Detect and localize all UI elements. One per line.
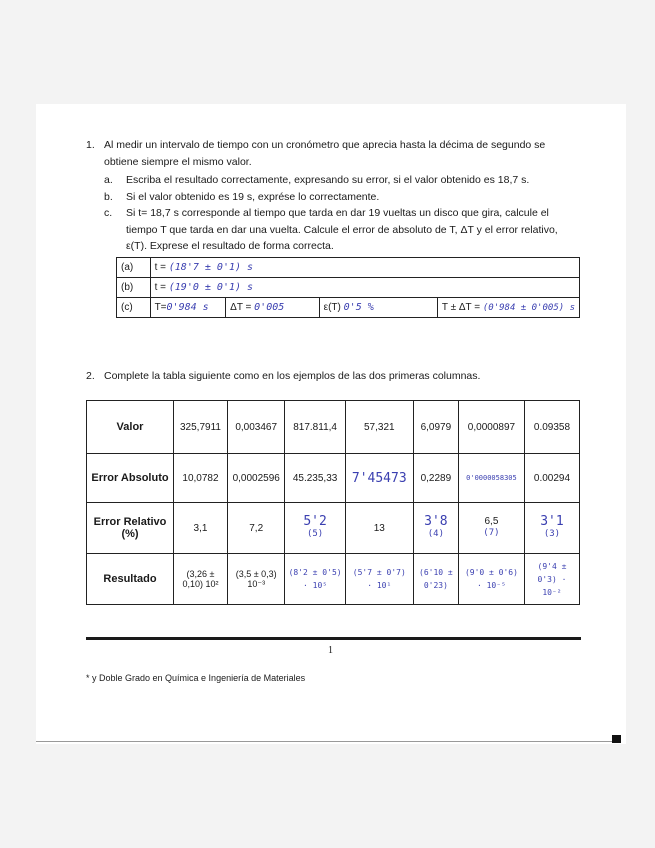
question-1-item-b xyxy=(104,189,574,206)
handwritten-cell: (6'10 ± 0'23) xyxy=(413,554,458,605)
cell-value: 3'8 xyxy=(424,514,448,529)
table-cell xyxy=(227,503,285,554)
table-cell xyxy=(345,503,413,554)
question-1-item-a xyxy=(104,172,574,189)
cell-rounded: (3) xyxy=(543,529,561,539)
dT-cell xyxy=(226,298,320,318)
handwritten-answer: (0'984 ± 0'005) s xyxy=(482,303,575,313)
question-2-number: 2. xyxy=(86,370,95,382)
T-label: T= xyxy=(154,302,167,313)
question-1-number: 1. xyxy=(86,139,95,151)
table-cell: (3,26 ± 0,10) 10² xyxy=(174,554,228,605)
answer-table-2 xyxy=(86,400,580,605)
handwritten-cell xyxy=(524,503,579,554)
item-text: Si t= 18,7 s corresponde al tiempo que tarda en dar 19 vueltas un disco que gira, calcule el tiempo T que tarda en dar una vuelta. Calcule el error de absoluto de T, ΔT y el error relativo, ε(T). Exprese el resultado de forma correcta. xyxy=(126,207,558,252)
item-text: Escriba el resultado correctamente, expresando su error, si el valor obtenido es 18,7 s. xyxy=(126,174,530,186)
table-cell: 45.235,33 xyxy=(285,454,345,503)
cell-rounded: (4) xyxy=(427,529,445,539)
row-label: (b) xyxy=(117,278,151,298)
row-header: Error Relativo (%) xyxy=(87,503,174,554)
handwritten-answer: 0'005 xyxy=(254,302,285,313)
cell-value: 3,1 xyxy=(193,522,208,534)
cell-value: 7,2 xyxy=(249,522,264,534)
handwritten-cell xyxy=(413,503,458,554)
table-row-error-absoluto xyxy=(87,454,580,503)
answer-prefix: t = xyxy=(154,282,166,293)
paper-edge xyxy=(36,741,616,742)
cell-value: 3'1 xyxy=(540,514,564,529)
question-2-text: Complete la tabla siguiente como en los ejemplos de las dos primeras columnas. xyxy=(104,370,481,382)
table-row xyxy=(117,298,580,318)
cell-value: 13 xyxy=(373,522,385,534)
row-header: Error Absoluto xyxy=(87,454,174,503)
table-cell xyxy=(458,503,524,554)
table-cell: 0.00294 xyxy=(524,454,579,503)
scan-mark xyxy=(612,735,621,743)
item-letter: b. xyxy=(104,190,113,203)
handwritten-cell xyxy=(285,503,345,554)
answer-prefix: t = xyxy=(154,262,166,273)
handwritten-answer: 0'984 s xyxy=(166,302,209,313)
page-number: 1 xyxy=(328,645,333,656)
footer-rule xyxy=(86,637,581,640)
handwritten-answer: 0'5 % xyxy=(343,302,374,313)
table-cell: 57,321 xyxy=(345,401,413,454)
footnote: * y Doble Grado en Química e Ingeniería de Materiales xyxy=(86,673,306,683)
table-row xyxy=(117,258,580,278)
row-label: (c) xyxy=(117,298,151,318)
table-row-resultado xyxy=(87,554,580,605)
table-cell: 817.811,4 xyxy=(285,401,345,454)
row-header: Resultado xyxy=(87,554,174,605)
item-letter: a. xyxy=(104,174,113,186)
handwritten-cell: (9'4 ± 0'3) · 10⁻² xyxy=(524,554,579,605)
row-header: Valor xyxy=(87,401,174,454)
result-label: T ± ΔT = xyxy=(441,302,481,313)
question-1-items xyxy=(104,172,574,255)
cell-rounded: (7) xyxy=(483,528,500,538)
epsilon-cell xyxy=(319,298,437,318)
epsilon-label: ε(T) xyxy=(323,302,341,313)
dT-label: ΔT = xyxy=(230,302,252,313)
table-row xyxy=(117,278,580,298)
table-cell: 6,0979 xyxy=(413,401,458,454)
handwritten-cell: (9'0 ± 0'6) · 10⁻⁵ xyxy=(458,554,524,605)
question-1-item-c xyxy=(104,205,574,255)
cell-rounded: (5) xyxy=(306,529,324,539)
question-1 xyxy=(86,137,574,255)
table-row-valor xyxy=(87,401,580,454)
table-cell: (3,5 ± 0,3) 10⁻³ xyxy=(227,554,285,605)
table-cell: 0,2289 xyxy=(413,454,458,503)
item-letter: c. xyxy=(104,207,113,219)
table-cell: 10,0782 xyxy=(174,454,228,503)
row-label: (a) xyxy=(117,258,151,278)
table-row-error-relativo xyxy=(87,503,580,554)
table-cell: 0,0002596 xyxy=(227,454,285,503)
table-cell: 0.09358 xyxy=(524,401,579,454)
handwritten-cell: 0'0000058305 xyxy=(458,454,524,503)
table-cell: 0,003467 xyxy=(227,401,285,454)
cell-value: 6,5 xyxy=(484,516,499,527)
answer-table-1 xyxy=(116,257,580,318)
T-cell xyxy=(150,298,226,318)
handwritten-answer: (18'7 ± 0'1) s xyxy=(168,262,254,273)
table-cell xyxy=(174,503,228,554)
handwritten-cell: (8'2 ± 0'5) · 10⁵ xyxy=(285,554,345,605)
handwritten-cell: 7'45473 xyxy=(345,454,413,503)
result-cell xyxy=(437,298,579,318)
handwritten-cell: (5'7 ± 0'7) · 10¹ xyxy=(345,554,413,605)
item-text: Si el valor obtenido es 19 s, exprése lo correctamente. xyxy=(126,190,380,203)
handwritten-answer: (19'0 ± 0'1) s xyxy=(168,282,254,293)
cell-value: 5'2 xyxy=(303,514,327,529)
question-1-intro: Al medir un intervalo de tiempo con un cronómetro que aprecia hasta la décima de segundo se obtiene siempre el mismo valor. xyxy=(104,139,546,168)
answer-cell-a xyxy=(150,258,579,278)
answer-cell-b xyxy=(150,278,579,298)
table-cell: 325,7911 xyxy=(174,401,228,454)
table-cell: 0,0000897 xyxy=(458,401,524,454)
question-2 xyxy=(86,370,481,382)
